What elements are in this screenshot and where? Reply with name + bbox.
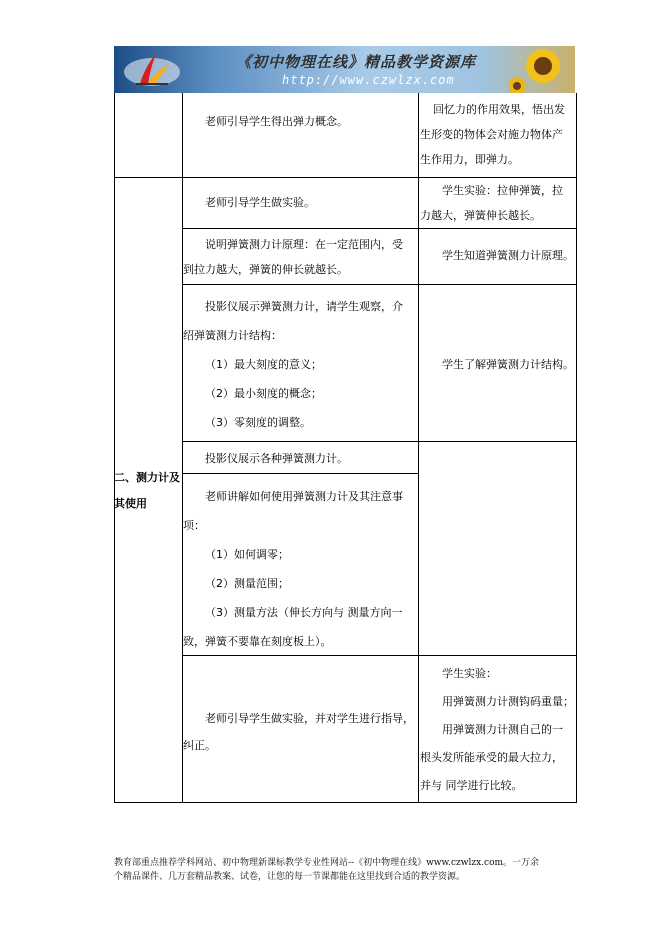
student-text <box>420 178 576 228</box>
row-divider <box>182 284 577 285</box>
teacher-line: （2）最小刻度的概念； <box>205 387 322 400</box>
footer-line: 个精品课件、几万套精品教案、试卷，让您的每一节课都能在这里找到合适的教学资源。 <box>114 872 466 882</box>
student-line: 并与 同学进行比较。 <box>420 779 523 792</box>
teacher-line: （1）如何调零； <box>205 548 289 561</box>
student-text <box>420 97 576 172</box>
sunflower-icon <box>509 46 569 93</box>
teacher-line: （1）最大刻度的意义； <box>205 358 322 371</box>
banner-title: 《初中物理在线》精品教学资源库 <box>236 53 477 71</box>
teacher-line: 说明弹簧测力计原理：在一定范围内，受 <box>205 238 403 251</box>
student-text <box>420 660 576 800</box>
student-line: 用弹簧测力计测自己的一 <box>442 723 563 736</box>
teacher-text <box>183 232 418 282</box>
column-divider-2 <box>418 93 419 803</box>
teacher-line: 到拉力越大，弹簧的伸长就越长。 <box>183 263 348 276</box>
student-line: 学生实验： <box>442 667 497 680</box>
footer-note <box>114 856 554 884</box>
banner-url[interactable]: http://www.czwlzx.com <box>282 73 455 87</box>
student-line: 生作用力，即弹力。 <box>420 153 519 166</box>
student-line: 根头发所能承受的最大拉力， <box>420 751 563 764</box>
teacher-text: 老师引导学生做实验。 <box>205 196 315 209</box>
teacher-text <box>183 705 418 759</box>
teacher-line: 纠正。 <box>183 739 216 752</box>
teacher-line: 致，弹簧不要靠在刻度板上）。 <box>183 635 332 648</box>
teacher-line: （3）测量方法（伸长方向与 测量方向一 <box>205 606 403 619</box>
table-border-left <box>114 93 115 803</box>
student-line: 学生实验：拉伸弹簧，拉 <box>442 184 563 197</box>
teacher-text: 老师引导学生得出弹力概念。 <box>205 115 348 128</box>
teacher-text <box>183 482 418 656</box>
row-divider <box>182 441 577 442</box>
teacher-line: （3）零刻度的调整。 <box>205 416 311 429</box>
row-divider <box>182 228 577 229</box>
section-label-line: 其使用 <box>114 497 147 510</box>
teacher-line: （2）测量范围； <box>205 577 289 590</box>
student-line: 用弹簧测力计测钩码重量； <box>442 695 574 708</box>
teacher-line: 老师引导学生做实验，并对学生进行指导， <box>205 712 414 725</box>
site-logo-icon <box>122 50 182 90</box>
teacher-line: 绍弹簧测力计结构： <box>183 329 282 342</box>
section-label-line: 二、测力计及 <box>114 471 180 484</box>
teacher-line: 项： <box>183 519 205 532</box>
teacher-text: 投影仪展示各种弹簧测力计。 <box>205 452 348 465</box>
header-banner <box>114 46 575 93</box>
student-line: 生形变的物体会对施力物体产 <box>420 128 563 141</box>
student-line: 力越大，弹簧伸长越长。 <box>420 209 541 222</box>
column-divider-1 <box>182 93 183 803</box>
table-border-bottom <box>114 802 577 803</box>
teacher-line: 老师讲解如何使用弹簧测力计及其注意事 <box>205 490 403 503</box>
student-text: 学生知道弹簧测力计原理。 <box>442 249 574 262</box>
student-line: 回忆力的作用效果，悟出发 <box>433 103 565 116</box>
teacher-line: 投影仪展示弹簧测力计，请学生观察，介 <box>205 300 403 313</box>
row-divider <box>182 473 419 474</box>
table-border-right <box>576 93 577 803</box>
student-text: 学生了解弹簧测力计结构。 <box>442 358 574 371</box>
teacher-text <box>183 292 418 437</box>
section-label <box>114 465 184 517</box>
footer-line: 教育部重点推荐学科网站、初中物理新课标教学专业性网站--《初中物理在线》www.czwlzx.com。一万余 <box>114 858 540 868</box>
